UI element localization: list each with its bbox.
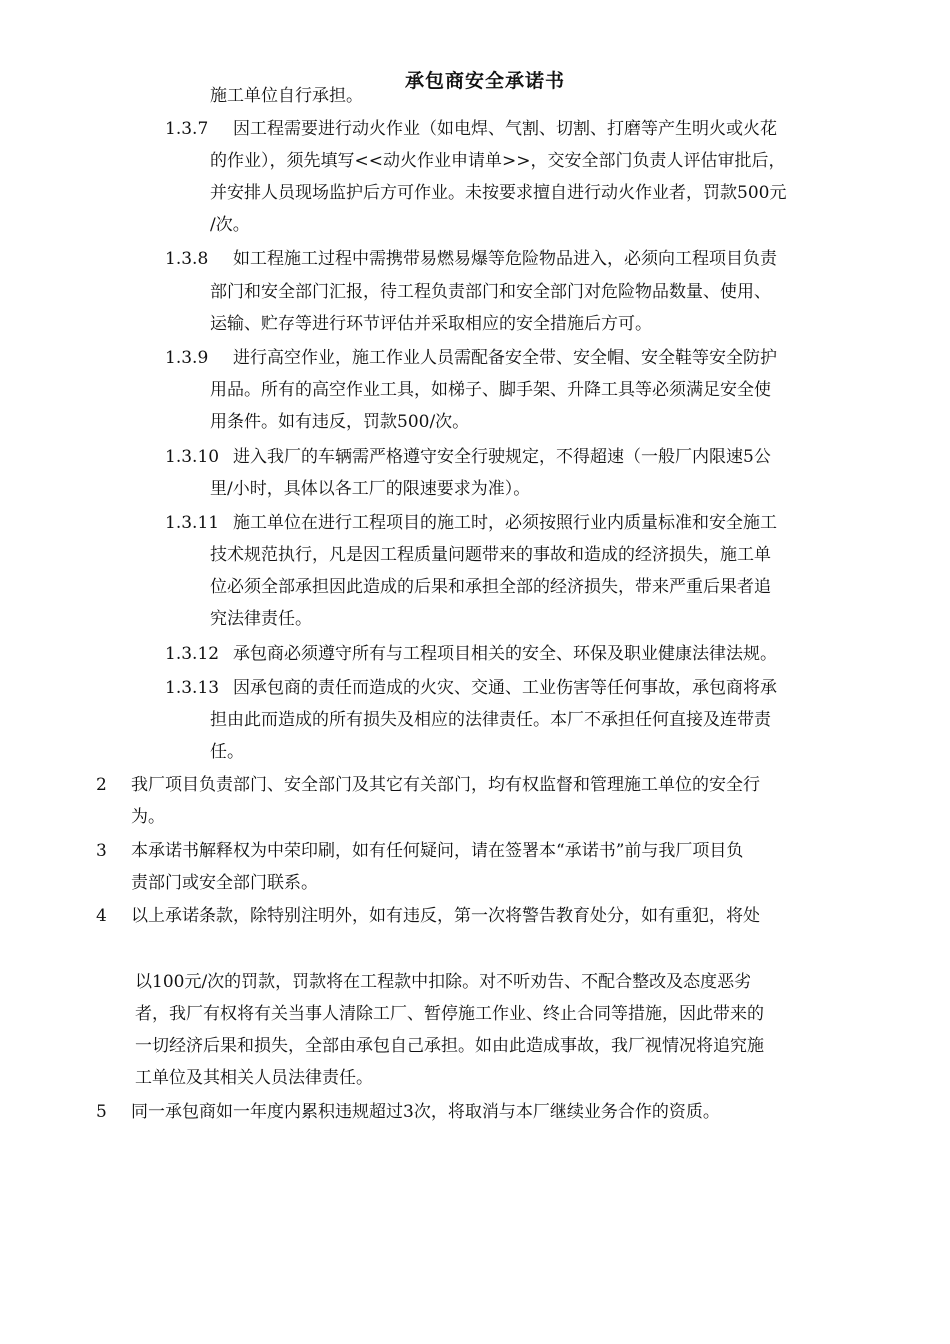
clause-line: 位必须全部承担因此造成的后果和承担全部的经济损失，带来严重后果者追 — [210, 577, 771, 597]
carryover-line: 施工单位自行承担。 — [210, 86, 363, 106]
item-line: 以100元/次的罚款，罚款将在工程款中扣除。对不听劝告、不配合整改及态度恶劣 — [135, 972, 752, 992]
clause-line: 担由此而造成的所有损失及相应的法律责任。本厂不承担任何直接及连带责 — [210, 710, 771, 730]
item-line: 者，我厂有权将有关当事人清除工厂、暂停施工作业、终止合同等措施，因此带来的 — [135, 1004, 764, 1024]
item-line: 本承诺书解释权为中荣印刷，如有任何疑问，请在签署本“承诺书”前与我厂项目负 — [131, 841, 744, 861]
clause-line: 进行高空作业，施工作业人员需配备安全带、安全帽、安全鞋等安全防护 — [233, 348, 777, 368]
clause-line: 因承包商的责任而造成的火灾、交通、工业伤害等任何事故，承包商将承 — [233, 678, 777, 698]
document-title: 承包商安全承诺书 — [404, 70, 565, 92]
clause-line: 用品。所有的高空作业工具，如梯子、脚手架、升降工具等必须满足安全使 — [210, 380, 771, 400]
item-line: 工单位及其相关人员法律责任。 — [135, 1068, 373, 1088]
clause-line: 运输、贮存等进行环节评估并采取相应的安全措施后方可。 — [210, 314, 652, 334]
clause-line: 的作业），须先填写<<动火作业申请单>>，交安全部门负责人评估审批后， — [210, 151, 786, 171]
item-number: 3 — [96, 841, 107, 861]
clause-line: 进入我厂的车辆需严格遵守安全行驶规定，不得超速（一般厂内限速5公 — [233, 447, 771, 467]
clause-number: 1.3.9 — [165, 348, 209, 368]
item-line: 为。 — [131, 807, 165, 827]
item-line: 责部门或安全部门联系。 — [131, 873, 318, 893]
clause-number: 1.3.10 — [165, 447, 220, 467]
clause-number: 1.3.12 — [165, 644, 220, 664]
clause-number: 1.3.11 — [165, 513, 220, 533]
clause-line: 部门和安全部门汇报，待工程负责部门和安全部门对危险物品数量、使用、 — [210, 282, 771, 302]
clause-line: 技术规范执行，凡是因工程质量问题带来的事故和造成的经济损失，施工单 — [210, 545, 771, 565]
item-line: 我厂项目负责部门、安全部门及其它有关部门，均有权监督和管理施工单位的安全行 — [131, 775, 760, 795]
item-number: 5 — [96, 1102, 107, 1122]
clause-line: 施工单位在进行工程项目的施工时，必须按照行业内质量标准和安全施工 — [233, 513, 777, 533]
clause-line: 用条件。如有违反，罚款500/次。 — [210, 412, 470, 432]
item-line: 一切经济后果和损失，全部由承包自己承担。如由此造成事故，我厂视情况将追究施 — [135, 1036, 764, 1056]
clause-line: 因工程需要进行动火作业（如电焊、气割、切割、打磨等产生明火或火花 — [233, 119, 777, 139]
item-number: 4 — [96, 906, 107, 926]
clause-number: 1.3.13 — [165, 678, 220, 698]
clause-line: 里/小时，具体以各工厂的限速要求为准）。 — [210, 479, 531, 499]
clause-line: 并安排人员现场监护后方可作业。未按要求擅自进行动火作业者，罚款500元 — [210, 183, 787, 203]
item-number: 2 — [96, 775, 107, 795]
clause-line: 任。 — [210, 742, 244, 762]
clause-line: 究法律责任。 — [210, 609, 312, 629]
clause-number: 1.3.8 — [165, 249, 209, 269]
clause-number: 1.3.7 — [165, 119, 209, 139]
item-line: 同一承包商如一年度内累积违规超过3次，将取消与本厂继续业务合作的资质。 — [131, 1102, 720, 1122]
clause-line: 如工程施工过程中需携带易燃易爆等危险物品进入，必须向工程项目负责 — [233, 249, 777, 269]
clause-line: 承包商必须遵守所有与工程项目相关的安全、环保及职业健康法律法规。 — [233, 644, 777, 664]
item-line: 以上承诺条款，除特别注明外，如有违反，第一次将警告教育处分，如有重犯，将处 — [131, 906, 760, 926]
clause-line: /次。 — [210, 215, 250, 235]
